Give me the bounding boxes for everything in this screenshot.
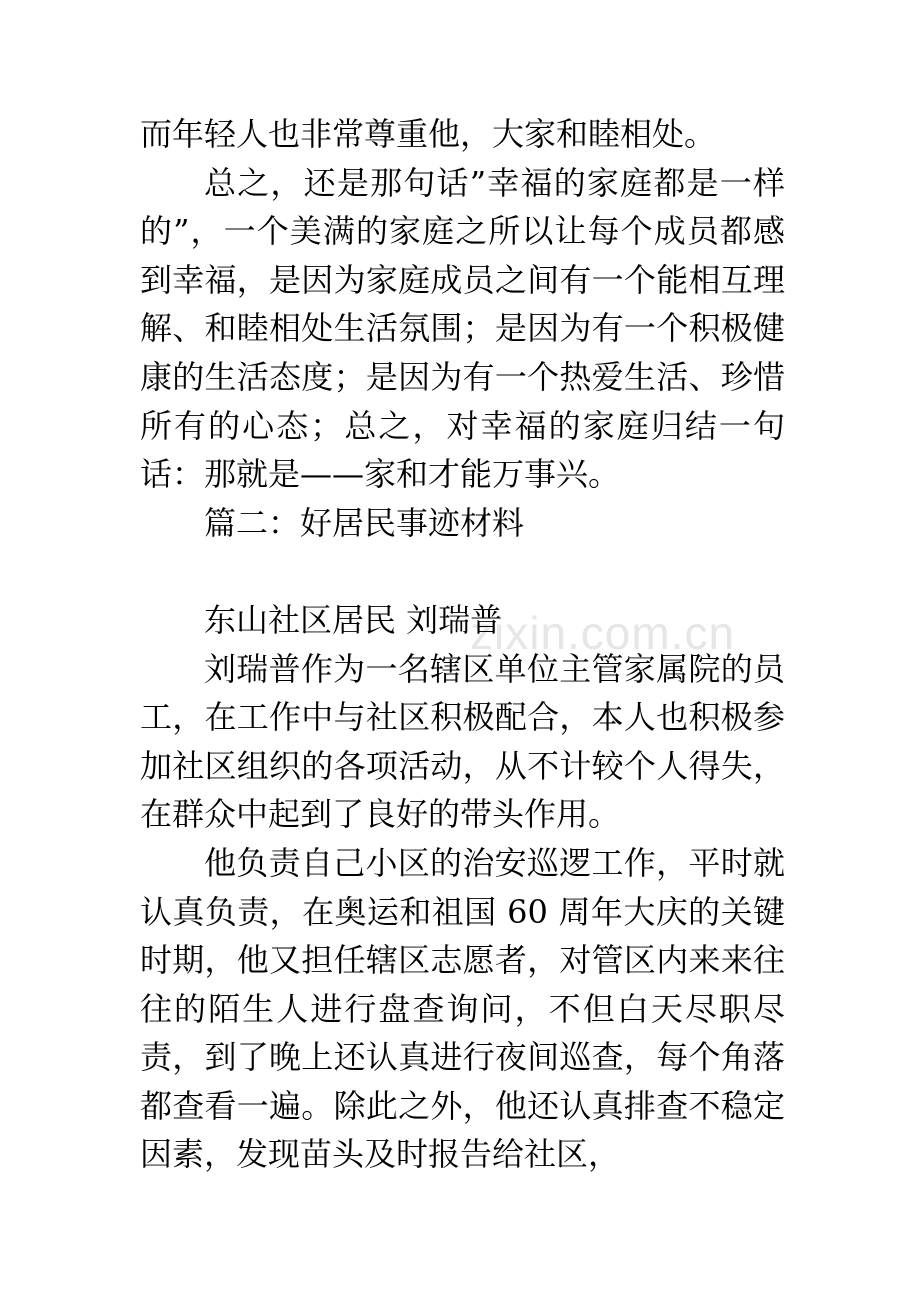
watermark: zixin.com.cn xyxy=(470,607,736,659)
paragraph-continuation: 而年轻人也非常尊重他，大家和睦相处。 xyxy=(140,115,717,153)
section-heading: 篇二：好居民事迹材料 xyxy=(204,503,525,542)
paragraph-intro: 刘瑞普作为一名辖区单位主管家属院的员工，在工作中与社区积极配合，本人也积极参加社区组织的各项活动，从不计较个人得失，在群众中起到了良好的带头作用。 xyxy=(140,649,785,834)
blank-line xyxy=(140,547,785,596)
paragraph-conclusion: 总之，还是那句话”幸福的家庭都是一样的”，一个美满的家庭之所以让每个成员都感到幸福，是因为家庭成员之间有一个能相互理解、和睦相处生活氛围；是因为有一个积极健康的生活态度；是因为有一个热爱生活、珍惜所有的心态；总之，对幸福的家庭归结一句话：那就是——家和才能万事兴。 xyxy=(140,163,785,494)
resident-name-line: 东山社区居民 刘瑞普 xyxy=(204,600,503,639)
paragraph-duties: 他负责自己小区的治安巡逻工作，平时就认真负责，在奥运和祖国 60 周年大庆的关键时期，他又担任辖区志愿者，对管区内来来往往的陌生人进行盘查询问，不但白天尽职尽责，到了晚上还认真进行夜间巡查，每个角落都查看一遍。除此之外，他还认真排查不稳定因素，发现苗头及时报告给社区， xyxy=(140,843,785,1174)
document-body xyxy=(140,110,785,1179)
